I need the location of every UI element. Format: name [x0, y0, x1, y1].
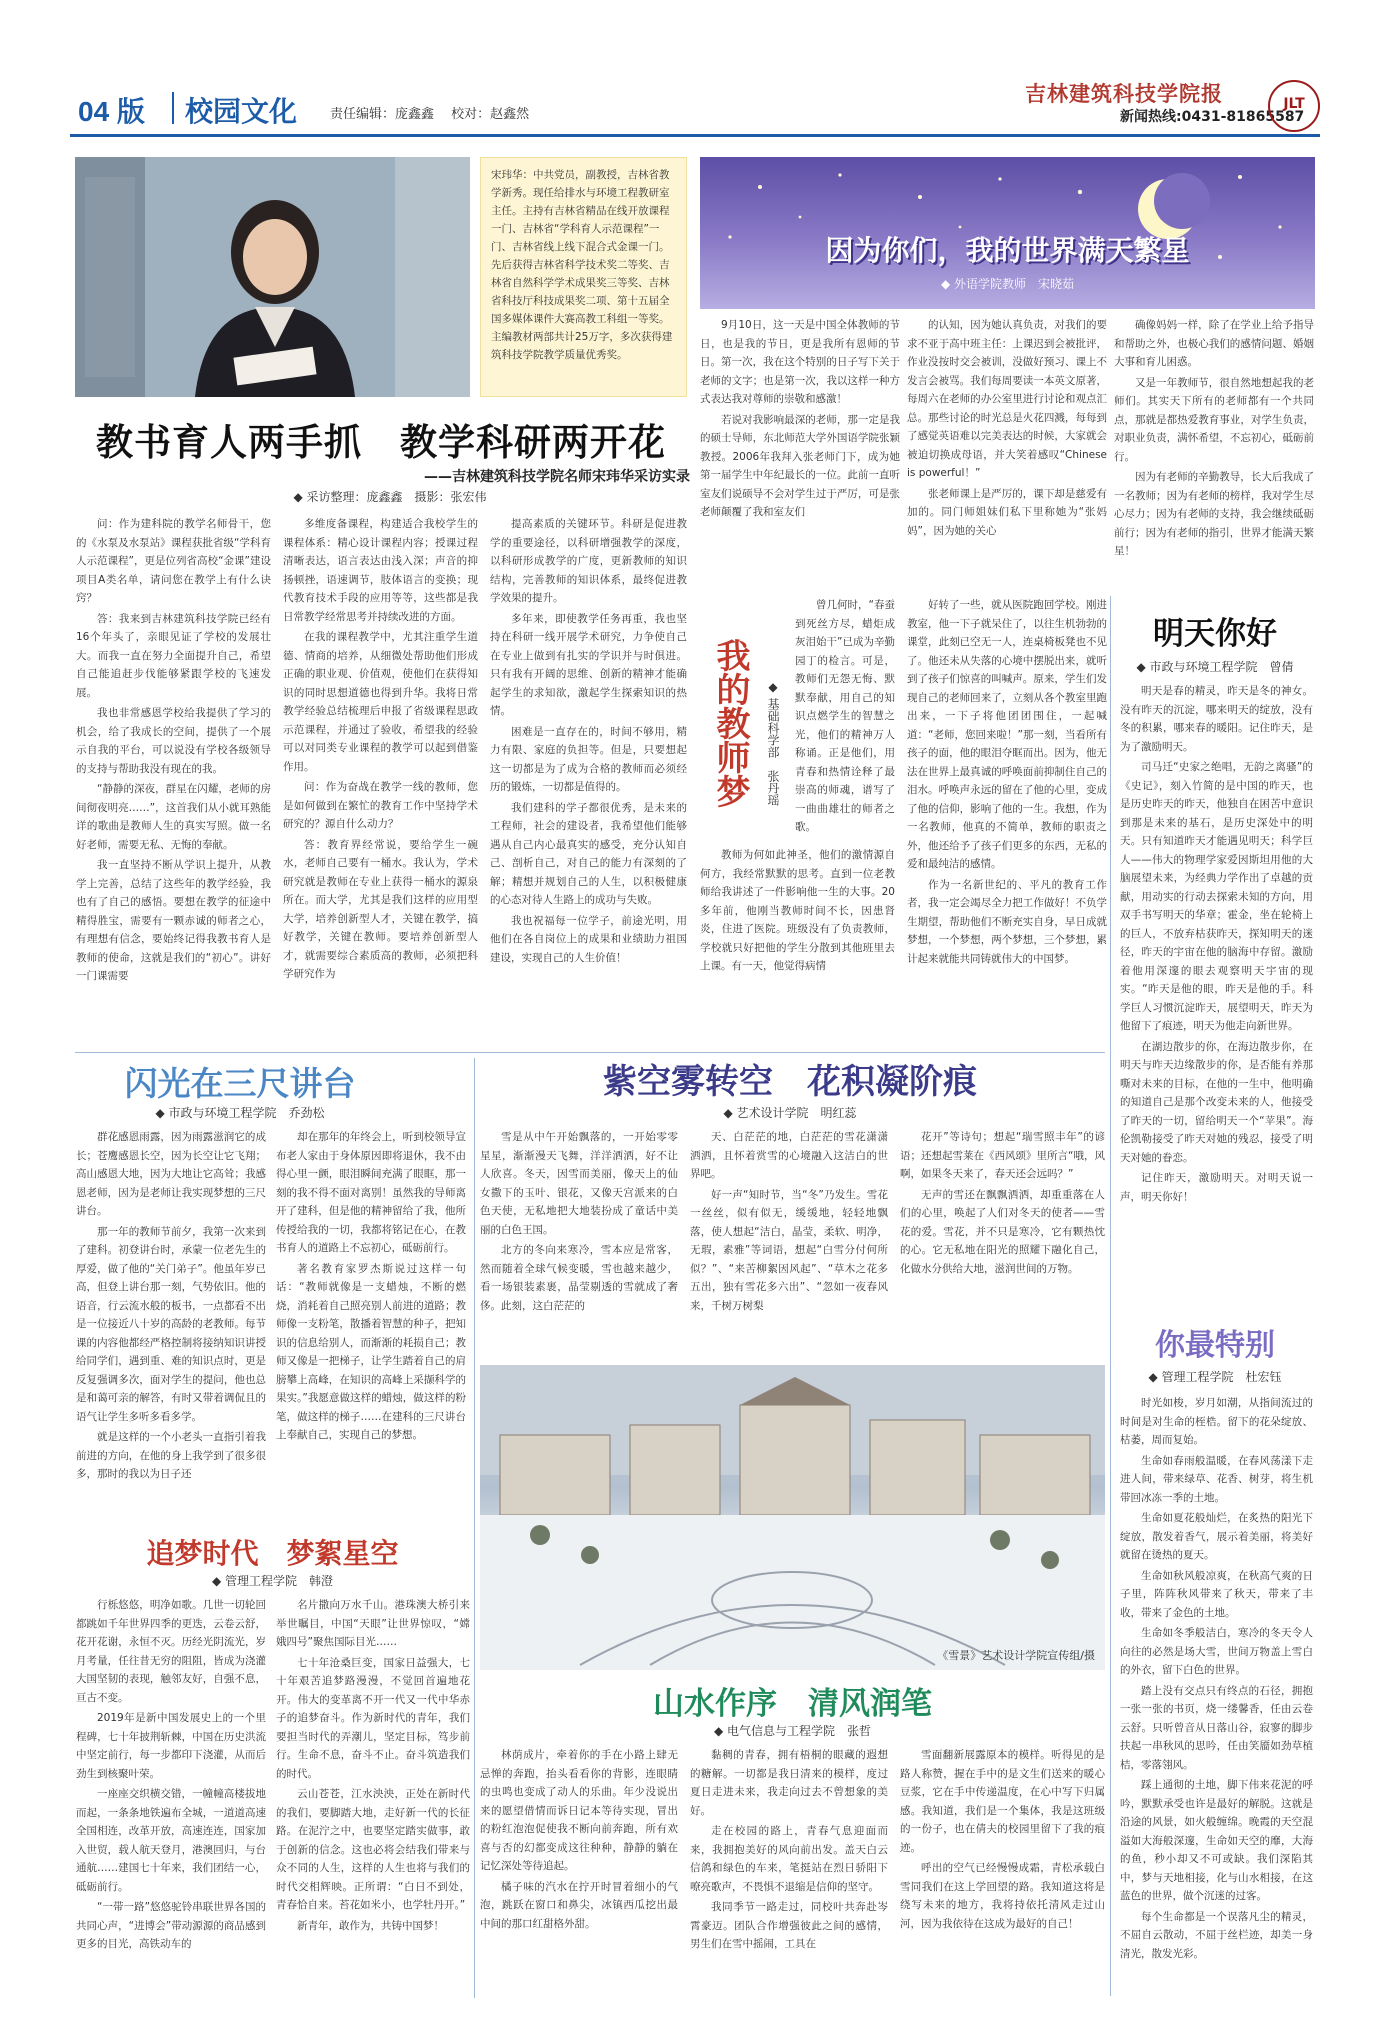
starry-column-3	[1114, 316, 1314, 584]
paragraph: 问：作为奋战在教学一线的教师，您是如何做到在繁忙的教育工作中坚持学术研究的？源自什么动力？	[283, 781, 478, 830]
photo-caption: 《雪景》艺术设计学院宣传组/摄	[937, 1649, 1095, 1662]
paragraph: 天、白茫茫的地，白茫茫的雪花潇潇洒洒，且怀着赏雪的心境融入这洁白的世界吧。	[690, 1131, 888, 1180]
interview-column-2	[283, 515, 478, 1045]
paragraph: 困难是一直存在的，时间不够用，精力有限、家庭的负担等。但是，只要想起这一切都是为了成为合格的教师而必须经历的锻炼，一切都是值得的。	[490, 725, 687, 793]
paragraph: 教师为何如此神圣，他们的激情源自何方，我经常默默的思考。直到一位老教师给我讲述了一件影响他一生的大事。20多年前，他刚当教师时间不长，因患肾炎，住进了医院。班级没有了负责教师，学校就只好把他的学生分散到其他班里去上课。有一天，他觉得病情	[700, 849, 895, 972]
teacher-dream-column-2	[907, 596, 1107, 1040]
paragraph: 司马迁“史家之绝唱，无韵之离骚”的《史记》，刻入竹简的是中国的昨天，也是历史昨天的昨天，他独自在困苦中意识到那是未来的基石，是历史深处中的明天。只有知道昨天才能遇见明天；科学巨人——伟大的物理学家爱因斯坦用他的大脑展望未来，为经典力学作出了卓越的贡献，用动实的行动去探索未知的方向，用双手书写明天的华章；霍金，坐在轮椅上的巨人，不放弃枯获昨天，探知明天的迷径，昨天的宇宙在他的脑海中存留。激励着他用深邃的眼去观察明天宇宙的现实。“昨天是他的眼，昨天是他的手。科学巨人习惯沉淀昨天，展望明天，昨天为他留下了痕迹，明天为他走向新世界。	[1120, 761, 1313, 1032]
paragraph: 我们建科的学子都很优秀，是未来的工程师，社会的建设者，我希望他们能够遇从自己内心最真实的感受，充分认知自己、剖析自己，对自己的能力有深刻的了解；精想并规划自己的人生，以积极健康的心态对待人生路上的成功与失败。	[490, 801, 687, 906]
paragraph: 问：作为建科院的教学名师骨干，您的《水泵及水泵站》课程获批省级“学科育人示范课程”，更是位列省高校“金课”建设项目A类名单，请问您在教学上有什么诀窍？	[76, 518, 271, 604]
paragraph: 明天是春的精灵，昨天是冬的神女。没有昨天的沉淀，哪来明天的绽放，没有冬的积累，哪来春的暖阳。记住昨天，是为了激励明天。	[1120, 685, 1313, 753]
chasing-dreams-column-1	[76, 1596, 266, 1996]
paragraph: 却在那年的年终会上，听到校领导宣布老人家由于身体原因即将退休，我不由得心里一颤，眼泪瞬间充满了眼眶，那一刻的我不得不面对离别！虽然我的导师离开了建科，但是他的精神留给了我，他所传授给我的一切，我都将铭记在心，在教书育人的道路上不忘初心，砥砺前行。	[276, 1131, 466, 1254]
school-seal-icon	[1268, 80, 1320, 132]
paragraph: 曾几何时，“春蚕到死丝方尽，蜡炬成灰泪始干”已成为辛勤园丁的检言。可是，教师们无怨无悔、默默奉献，用自己的知识点燃学生的智慧之光，他们的精神万人称诵。正是他们，用青春和热情诠释了最崇高的师魂，谱写了一曲曲雄壮的师者之歌。	[795, 599, 895, 833]
paragraph: 呼出的空气已经慢慢成霜，青松承载白雪同我们在这上学回望的路。我知道这将是绕写未来的地方，我将持依托清风走过山河，因为我依待在这成为最好的自己！	[900, 1862, 1105, 1930]
paragraph: 提高素质的关键环节。科研是促进教学的重要途径，以科研增强教学的深度，以科研形成教学的广度，更新教师的知识结构，完善教师的知识体系，最终促进教学效果的提升。	[490, 518, 687, 604]
paragraph: 我也祝福每一位学子，前途光明，用他们在各自岗位上的成果和业绩助力祖国建设，实现自己的人生价值！	[490, 914, 687, 964]
article-title-hello-tomorrow: 明天你好	[1153, 616, 1277, 652]
editor-credits: 责任编辑：庞鑫鑫 校对：赵鑫然	[330, 107, 530, 122]
paragraph: 多年来，即使教学任务再重，我也坚持在科研一线开展学术研究，力争使自己在专业上做到有扎实的学识并与时俱进。只有我有开阔的思维、创新的精神才能确起学生的求知欲，激起学生探索知识的热情。	[490, 612, 687, 717]
teacher-portrait-photo	[75, 157, 470, 397]
podium-column-1	[76, 1128, 266, 1528]
paragraph: 多维度备课程，构建适合我校学生的课程体系：精心设计课程内容；授课过程清晰表达，语言表达由浅入深；声音的抑扬顿挫，语速调节，肢体语言的变换；现代教育技术手段的应用等等，这些都是我日常教学经常思考并持续改进的方面。	[283, 518, 478, 623]
interview-byline: ◆ 采访整理：庞鑫鑫 摄影：张宏伟	[293, 490, 487, 504]
paragraph: 著名教育家罗杰斯说过这样一句话：“教师就像是一支蜡烛，不断的燃烧，消耗着自己照亮别人前进的道路；教师像一支粉笔，散播着智慧的种子，把知识的信息给别人，而渐渐的耗损自己；教师又像是一把梯子，让学生踏着自己的肩膀攀上高峰，在知识的高峰上采撷科学的果实。”我愿意做这样的蜡烛，做这样的粉笔，做这样的梯子……在建科的三尺讲台上奉献自己，实现自己的梦想。	[276, 1262, 466, 1441]
article-title-starry: 因为你们，我的世界满天繁星	[825, 234, 1190, 267]
article-title-podium: 闪光在三尺讲台	[124, 1064, 356, 1103]
landscape-column-3	[900, 1746, 1105, 1996]
paragraph: 我也非常感恩学校给我提供了学习的机会，给了我成长的空间，提供了一个展示自我的平台，可以说没有学校各级领导的支持与帮助我没有现在的我。	[76, 707, 271, 775]
snow-column-2	[690, 1128, 888, 1360]
paragraph: 群花感恩雨露，因为雨露滋润它的成长；苍鹰感恩长空，因为长空让它飞翔；高山感恩大地，因为大地让它高耸；我感恩老师，因为是老师让我实现梦想的三尺讲台。	[76, 1131, 266, 1217]
seal-text: JLT	[1283, 96, 1305, 112]
chasing-dreams-byline: ◆ 管理工程学院 韩澄	[211, 1574, 334, 1588]
paragraph: 云山苍苍，江水泱泱，正处在新时代的我们，要脚踏大地，走好新一代的长征路。在泥泞之中，也要坚定踏实做事，敢于创新的信念。这也必将会结我们带来与众不同的人生，这样的人生也将与我们的时代交相辉映。正所谓：“白日不到处，青春恰自来。苔花如米小，也学牡丹开。”	[276, 1788, 470, 1911]
paragraph: 行栎悠悠，明净如歌。几世一切轮回都跳如千年世界四季的更迭，云卷云舒，花开花谢，永恒不灭。历经光阴流光，岁月考量，任往昔无穷的阻阻，皆成为浇灌大国坚韧的表现，触邻友好，自强不息，亘古不变。	[76, 1599, 266, 1704]
paragraph: 林荫成片，牵着你的手在小路上肆无忌惮的奔跑，抬头看看你的背影，连眼睛的虫鸣也变成了动人的乐曲。年少没说出来的愿望借情而诉日记本等待实现，冒出的粉红泡泡促使我不断向前奔跑，所有欢喜与否的幻都变成这往种种，静静的躺在记忆深处等待追起。	[480, 1749, 678, 1872]
header-rule	[70, 134, 1320, 137]
paragraph: 花开”等诗句；想起“瑞雪照丰年”的谚语；还想起雪莱在《西风颂》里所言“哦，风啊，如果冬天来了，春天还会远吗？”	[900, 1131, 1105, 1180]
paragraph: 好一声“知时节，当“冬”乃发生。雪花一丝丝，似有似无，缓缓地，轻轻地飘落，使人想起“洁白，晶莹，柔软、明净，无瑕，素雅”等词语，想起“白雪分付何所似？”、“来苦柳絮因风起”、“草木之花多五出，独有雪花多六出”、“忽如一夜春风来，千树万树梨	[690, 1188, 888, 1312]
article-title-you-are-special: 你最特别	[1155, 1328, 1275, 1363]
paragraph: 生命如冬季般洁白，寒冷的冬天令人向往的必然是场大雪，世间万物盖上雪白的外衣，留下白色的世界。	[1120, 1627, 1313, 1676]
snow-column-3	[900, 1128, 1105, 1360]
article-subtitle-interview: ——吉林建筑科技学院名师宋玮华采访实录	[424, 469, 690, 485]
campus-illustration	[480, 1365, 1105, 1670]
paragraph: 每个生命都是一个误落凡尘的精灵，不屈自云散动，不屈于丝栏迹，却美一身清光，散发光彩。	[1120, 1910, 1313, 1960]
column-separator	[1110, 596, 1111, 1996]
paragraph: 好转了一些，就从医院跑回学校。刚进教室，他一下子就呆住了，以往生机勃勃的课堂，此刻已空无一人，连桌椅板凳也不见了。他还未从失落的心境中摆脱出来，就听到了孩子们惊喜的叫喊声。原来，学生们发现自己的老师回来了，立刻从各个教室里跑出来，一下子将他团团围住，一起喊道：“老师，您回来啦！”那一刻，当看所有孩子的面，他的眼泪夺眶而出。因为，他无法在世界上最真诚的呼唤面前抑制住自己的泪水。呼唤声永远的留在了他的心里，变成了他的信仰，影响了他的一生。我想，作为一名教师，他真的不简单，教师的职责之外，他还给予了孩子们更多的东西，无私的爱和最纯洁的感情。	[907, 599, 1107, 870]
teacher-dream-byline: ◆ 基础科学部 张丹瑶	[766, 680, 780, 806]
paragraph: 名片撒向万水千山。港珠澳大桥引来举世瞩目，中国“天眼”让世界惊叹，“嫦娥四号”聚焦国际目光……	[276, 1599, 470, 1648]
article-title-interview: 教书育人两手抓 教学科研两开花	[96, 420, 666, 464]
snow-column-1	[480, 1128, 678, 1360]
hello-tomorrow-body	[1120, 682, 1313, 1312]
paragraph: 踩上通彻的土地，脚下伟来花泥的呼吟，默默承受也许是最好的解脱。这就是沿途的风景，如火般缠绵。晚霞的天空混溢如大海般深邃，生命如天空的靡，大海的鱼，秒小却又不可或缺。我们深陷其中，梦与天地相接，化与山水相接，在这蓝色的世界，做个沉迷的过客。	[1120, 1779, 1313, 1902]
teacher-bio-box	[480, 157, 687, 397]
paragraph: 黏稠的青春，拥有梧桐的眼藏的遐想的糖解。一切都是我日清来的模样，度过夏日走进未来，我走向过去不曾想象的美好。	[690, 1749, 888, 1817]
landscape-column-2	[690, 1746, 888, 1996]
paragraph: 无声的雪还在飘飘洒洒，却重重落在人们的心里，唤起了人们对冬天的使者——雪花的爱。雪花，并不只是寒冷，它有颗热忱的心。它无私地在阳光的照耀下融化自己，化做水分供给大地，滋润世间的万物。	[900, 1188, 1105, 1275]
starry-byline: ◆ 外语学院教师 宋晓茹	[940, 277, 1075, 291]
paragraph: 确像妈妈一样，除了在学业上给予指导和帮助之外，也极心我们的感情问题、婚姻大事和育儿困惑。	[1114, 319, 1314, 368]
paragraph: 那一年的教师节前夕，我第一次来到了建科。初登讲台时，承蒙一位老先生的厚爱，做了他的“关门弟子”。他虽年岁已高，但登上讲台那一刻，气势依旧。他的语音，行云流水般的板书，一点都看不出是一位接近八十岁的高龄的老教师。每节课的内容他都经严格控制将接纳知识讲授给同学们，遇到重、难的知识点时，更是反复强调多次，面对学生的提问，他也总是和蔼可亲的解答，有时又带着调侃且的语气让学生多听多看多学。	[76, 1225, 266, 1423]
paragraph: 七十年沧桑巨变，国家日益强大，七十年艰苦追梦路漫漫，不觉回首遍地花开。伟大的变革离不开一代又一代中华赤子的追梦奋斗。作为新时代的青年，我们要担当时代的弄潮儿，坚定目标，笃步前行。生命不息，奋斗不止。奋斗筑造我们的时代。	[276, 1656, 470, 1780]
interview-column-3	[490, 515, 687, 1045]
paragraph: 作为一名新世纪的、平凡的教育工作者，我一定会竭尽全力把工作做好！不负学生期望，帮助他们不断充实自身，早日成就梦想，一个梦想，两个梦想，三个梦想，累计起来就能共同铸就伟大的中国梦。	[907, 878, 1107, 965]
section-divider	[75, 1052, 1105, 1053]
paragraph: 的认知，因为她认真负责，对我们的要求不亚于高中班主任：上课迟到会被批评，作业没按时交会被训，没做好预习、课上不发言会被骂。我们每周要读一本英文原著，每周六在老师的办公室里进行讨论和观点汇总。那些讨论的时光总是火花四溅，每每到了感觉英语难以完美表达的时候，大家就会被迫切换成母语，并大笑着感叹“Chinese is powerful！”	[907, 319, 1107, 479]
paragraph: 我一直坚持不断从学识上提升，从教学上完善，总结了这些年的教学经验，我也有了自己的感悟。要想在教学的征途中精得胜宝，需要有一颗赤诚的师者之心，有理想有信念，要始终记得我教书育人是教师的使命，这就是我们的“初心”。讲好一门课需要	[76, 859, 271, 982]
paragraph: 记住昨天，激励明天。对明天说一声，明天你好！	[1120, 1172, 1313, 1203]
column-separator	[474, 1058, 475, 1998]
landscape-column-1	[480, 1746, 678, 1996]
paragraph: 我同季节一路走过，同校叶共奔赴岑霄豪迈。团队合作增强彼此之间的感情，男生们在雪中摇闹，工具在	[690, 1901, 888, 1950]
paragraph: 北方的冬向来寒冷，雪本应是常客，然而随着全球气候变暖，雪也越来越少，看一场银装素裹，晶莹剔透的雪就成了奢侈。此刻，这白茫茫的	[480, 1244, 678, 1312]
podium-column-2	[276, 1128, 466, 1528]
interview-column-1	[76, 515, 271, 1045]
paragraph: 雪是从中午开始飘落的，一开始零零星星，渐渐漫天飞舞，洋洋洒洒，好不让人欣喜。冬天，因雪而美丽，像天上的仙女撒下的玉叶、银花，又像天宫派来的白色天使，无私地把大地装扮成了童话中美丽的白色王国。	[480, 1131, 678, 1236]
paragraph: 走在校园的路上，青春气息迎面而来，我拥抱美好的风向前出发。盖天白云信鸽和绿色的车来，笔挺站在烈日骄阳下嘹亮歌声，不畏惧不退缩是信仰的坚守。	[690, 1825, 888, 1893]
article-title-landscape: 山水作序 清风润笔	[653, 1686, 932, 1722]
paragraph: 时光如梭，岁月如潮，从指间流过的时间是对生命的桎梏。留下的花朵绽放、枯萎，周而复始。	[1120, 1397, 1313, 1446]
paragraph: 生命如夏花般灿烂，在炙热的阳光下绽放，散发着香气，展示着美丽，将美好就留在烫热的夏天。	[1120, 1512, 1313, 1561]
news-hotline: 新闻热线:0431-81865587	[1120, 109, 1305, 125]
paragraph: 因为有老师的辛勤教导，长大后我成了一名教师；因为有老师的榜样，我对学生尽心尽力；因为有老师的支持，我会继续砥砺前行；因为有老师的指引，世界才能满天繁星！	[1114, 471, 1314, 557]
snow-byline: ◆ 艺术设计学院 明红蕊	[723, 1106, 857, 1120]
newspaper-masthead: 吉林建筑科技学院报	[1025, 81, 1223, 106]
starry-column-2	[907, 316, 1107, 584]
teacher-dream-column-1b	[700, 846, 895, 1040]
paragraph: 生命如秋风般凉爽，在秋高气爽的日子里，阵阵秋风带来了秋天，带来了丰收，带来了金色的土地。	[1120, 1569, 1313, 1619]
article-title-teacher-dream: 我的教师梦	[710, 638, 750, 808]
paragraph: 张老师课上是严厉的，课下却是慈爱有加的。同门师姐妹们私下里称她为“张妈妈”，因为她的关心	[907, 487, 1107, 537]
teacher-dream-column-1	[795, 596, 895, 844]
article-title-chasing-dreams: 追梦时代 梦絮星空	[146, 1537, 399, 1570]
starry-sky-banner	[700, 157, 1315, 309]
paragraph: 新青年，敢作为，共铸中国梦！	[297, 1919, 444, 1932]
paragraph: 雪面翻新展露原本的模样。听得见的是路人称赞，握在手中的是文生们送来的暖心豆浆，它在手中传递温度，在心中写下归属感。我知道，我们是一个集体，我是这班级的一份子，也在倩夫的校园里留下了我的痕迹。	[900, 1749, 1105, 1854]
paragraph: 2019年是新中国发展史上的一个里程碑，七十年披荆斩棘，中国在历史洪流中坚定前行，每一步都印下浇灌，从而后劲生到核聚叶荣。	[76, 1712, 266, 1780]
portrait-illustration	[75, 157, 470, 397]
article-title-snow: 紫空雾转空 花积凝阶痕	[603, 1062, 977, 1102]
paragraph: 生命如春雨般温暖，在春风荡漾下走进人间，带来绿草、花香、树芽，将生机带回冰冻一季的土地。	[1120, 1454, 1313, 1504]
hello-tomorrow-byline: ◆ 市政与环境工程学院 曾倩	[1136, 660, 1294, 674]
podium-byline: ◆ 市政与环境工程学院 乔劲松	[155, 1106, 325, 1120]
page-number: 04 版	[78, 96, 145, 127]
paragraph: 答：我来到吉林建筑科技学院已经有16个年头了，亲眼见证了学校的发展壮大。而我一直在努力全面提升自己，希望自己能追赶步伐能够紧跟学校的飞速发展。	[76, 612, 271, 699]
paragraph: “一带一路”悠悠驼铃串联世界各国的共同心声，“进博会”带动源源的商品感到更多的目光，高铁动车的	[76, 1901, 266, 1950]
column-name: 校园文化	[185, 95, 298, 128]
paragraph: 若说对我影响最深的老师，那一定是我的硕士导师，东北师范大学外国语学院张颖教授。2006年我拜入张老师门下，成为她第一届学生中年纪最长的一位。此前一直听室友们说硕导不会对学生过于严厉，可是张老师颠覆了我和室友们	[700, 413, 900, 518]
chasing-dreams-column-2	[276, 1596, 470, 1996]
paragraph: 踏上没有交点只有终点的石径，拥抱一张一张的书页，烧一缕馨香，任由云卷云舒。只听曾音从日落山谷，寂寥的脚步扶起一串秋风的思吟，任由笑靥如劲草植桔，零落翎风。	[1120, 1684, 1313, 1771]
paragraph: 就是这样的一个小老头一直指引着我前进的方向，在他的身上我学到了很多很多，那时的我以为日子还	[76, 1431, 266, 1480]
paragraph: 又是一年教师节，很自然地想起我的老师们。其实天下所有的老师都有一个共同点，那就是都热爱教育事业，对学生负责，对职业负责，满怀希望，不忘初心，砥砺前行。	[1114, 376, 1314, 463]
paragraph: 橘子味的汽水在拧开时冒着细小的气泡，跳跃在窗口和鼻尖，冰镇西瓜挖出最中间的那口红甜格外甜。	[480, 1880, 678, 1930]
paragraph: 9月10日，这一天是中国全体教师的节日，也是我的节日，更是我所有恩师的节日。第一次，我在这个特别的日子写下关于老师的文字；也是第一次，我以这样一种方式表达我对尊师的崇敬和感激！	[700, 319, 900, 405]
paragraph: 在湖边散步的你，在海边散步你，在明天与昨天边缘散步的你，是否能有养那嘶对未来的目标，在他的一生中，他明确的知道自己是那个改变未来的人，他接受了昨天的一切，留给明天一个“苹果”。海伦凯勒接受了昨天对她的残忍，接受了明天对她的眷恋。	[1120, 1040, 1313, 1164]
landscape-byline: ◆ 电气信息与工程学院 张哲	[713, 1724, 872, 1738]
paragraph: “静静的深夜，群星在闪耀，老师的房间彻夜明亮……”，这首我们从小就耳熟能详的歌曲是教师人生的真实写照。做一名好老师，需要无私、无悔的奉献。	[76, 783, 271, 851]
campus-snow-photo	[480, 1365, 1105, 1670]
header-divider	[172, 92, 174, 124]
you-are-special-body	[1120, 1394, 1313, 1994]
starry-column-1	[700, 316, 900, 584]
teacher-bio-text: 宋玮华：中共党员，副教授，吉林省教学新秀。现任给排水与环境工程教研室主任。主持有吉林省精品在线开放课程一门、吉林省“学科育人示范课程”一门、吉林省线上线下混合式金课一门。先后获得吉林省科学技术奖二等奖、吉林省自然科学学术成果奖三等奖、吉林省科技厅科技成果奖二项、第十五届全国多媒体课件大赛高教工科组一等奖。主编教材两部共计25万字，多次获得建筑科技学院教学质量优秀奖。	[491, 169, 673, 361]
paragraph: 答：教育界经常说，要给学生一碗水，老师自己要有一桶水。我认为，学术研究就是教师在专业上获得一桶水的源泉所在。而大学，尤其是我们这样的应用型大学，培养创新型人才，关键在教学，搞好教学，关键在教师。要培养创新型人才，就需要综合素质高的教师，必须把科学研究作为	[283, 838, 478, 980]
you-are-special-byline: ◆ 管理工程学院 杜宏钰	[1148, 1370, 1282, 1384]
paragraph: 在我的课程教学中，尤其注重学生道德、情商的培养，从细微处帮助他们形成正确的职业观、价值观，使他们在获得知识的同时思想道德也得到升华。我将日常教学经验总结梳理后申报了省级课程思政示范课程，并通过了验收，希望我的经验可以对同类专业课程的教学可以起到借鉴作用。	[283, 631, 478, 773]
paragraph: 一座座交织横交错，一幢幢高楼拔地而起，一条条地铁遍布全城，一道道高速全国相连，改革开放，高速连连，国家加入世贸，载人航天登月，港澳回归，与台通航……建国七十年来，我们团结一心，砥砺前行。	[76, 1788, 266, 1893]
